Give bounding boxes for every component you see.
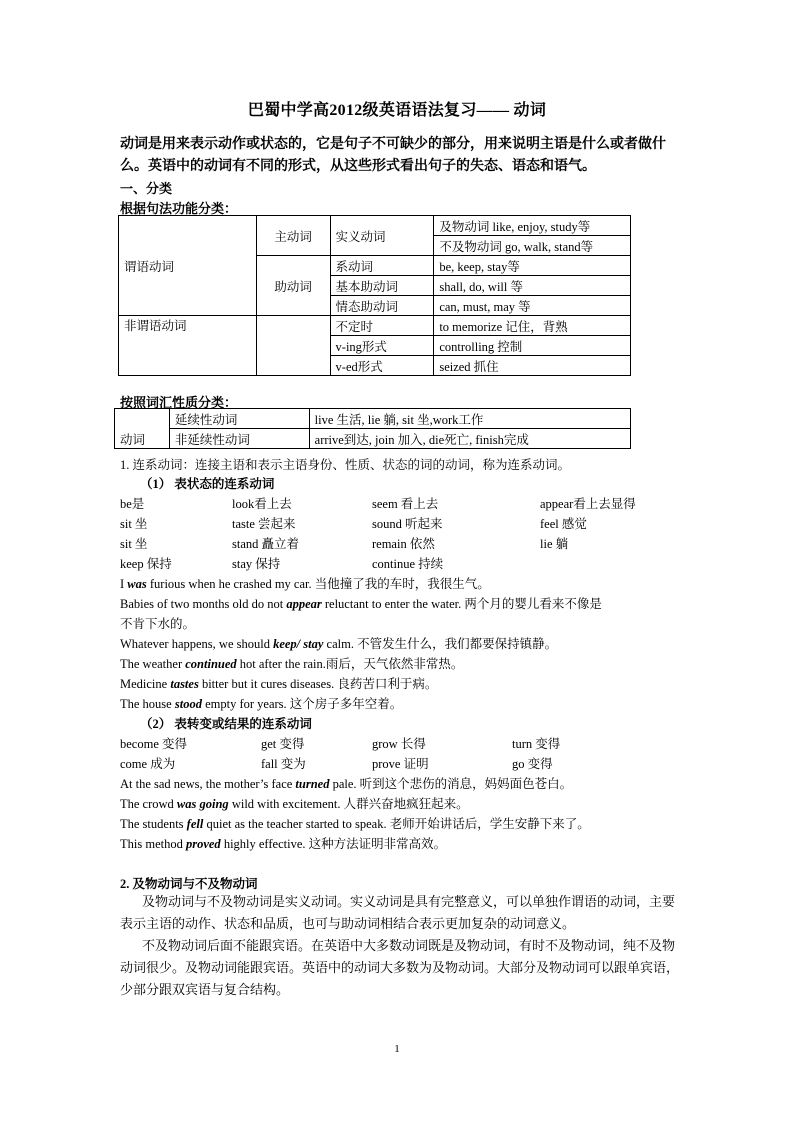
verb-word: get 变得 (261, 737, 305, 751)
example-text: This method (120, 837, 186, 851)
example-sentence (120, 634, 557, 652)
example-text: The house (120, 697, 175, 711)
lexical-nature-table (114, 408, 631, 449)
example-text: Whatever happens, we should (120, 637, 274, 651)
verb-word: continue 持续 (372, 557, 444, 571)
example-text: pale. 听到这个悲伤的消息，妈妈面色苍白。 (329, 777, 573, 791)
cell-modal: 情态助动词 (330, 296, 434, 316)
example-sentence (120, 654, 463, 672)
verb-word: keep 保持 (120, 557, 172, 571)
example-text: empty for years. 这个房子多年空着。 (201, 697, 403, 711)
example-sentence (120, 614, 195, 632)
cell-notional-verb: 实义动词 (330, 216, 434, 256)
cell-ving: v-ing形式 (330, 336, 434, 356)
cell-durative-ex: live 生活, lie 躺, sit 坐,work工作 (309, 409, 630, 429)
cell-intransitive: 不及物动词 go, walk, stand等 (434, 236, 631, 256)
highlighted-verb: was going (176, 797, 229, 811)
cell-auxiliary: 助动词 (256, 256, 330, 316)
highlighted-verb: continued (185, 657, 237, 671)
cell-linking: 系动词 (330, 256, 434, 276)
syntax-function-table (118, 215, 631, 376)
verb-word: fall 变为 (261, 757, 306, 771)
verb-word: prove 证明 (372, 757, 429, 771)
verb-word: remain 依然 (372, 537, 435, 551)
cell-basic-aux-ex: shall, do, will 等 (434, 276, 631, 296)
cell-verb: 动词 (115, 409, 170, 449)
verb-word: turn 变得 (512, 737, 561, 751)
verb-word: taste 尝起来 (232, 517, 296, 531)
cell-linking-ex: be, keep, stay等 (434, 256, 631, 276)
verb-word: become 变得 (120, 737, 187, 751)
example-sentence (120, 814, 590, 832)
cell-durative: 延续性动词 (169, 409, 309, 429)
cell-infinitive: 不定时 (330, 316, 434, 336)
cell-ving-ex: controlling 控制 (434, 336, 631, 356)
verb-word: feel 感觉 (540, 517, 587, 531)
example-text: reluctant to enter the water. 两个月的婴儿看来不像是 (321, 597, 602, 611)
example-sentence (120, 774, 572, 792)
cell-nonpredicate: 非谓语动词 (119, 316, 257, 376)
example-text: The students (120, 817, 187, 831)
section-heading: 一、分类 (120, 181, 173, 196)
verb-word: sit 坐 (120, 517, 148, 531)
verb-word: appear看上去显得 (540, 497, 636, 511)
verb-word: stay 保持 (232, 557, 281, 571)
cell-infinitive-ex: to memorize 记住，背熟 (434, 316, 631, 336)
example-sentence (120, 574, 490, 592)
cell-empty (256, 316, 330, 376)
verb-word: sit 坐 (120, 537, 148, 551)
point-linking-verbs: 1. 连系动词：连接主语和表示主语身份、性质、状态的词的动词，称为连系动词。 (120, 458, 571, 472)
paragraph-notional: 及物动词与不及物动词是实义动词。实义动词是具有完整意义，可以单独作谓语的动词，主要表示主语的动作、状态和品质，也可与助动词相结合表示更加复杂的动词意义。 (120, 894, 676, 931)
verb-word: stand 矗立着 (232, 537, 300, 551)
verb-word: go 变得 (512, 757, 553, 771)
paragraph-intransitive: 不及物动词后面不能跟宾语。在英语中大多数动词既是及物动词，有时不及物动词，纯不及物动词很少。及物动词能跟宾语。英语中的动词大多数为及物动词。大部分及物动词可以跟单宾语，少部分跟双宾语与复合结构。 (120, 938, 680, 997)
verb-word: come 成为 (120, 757, 176, 771)
cell-ved: v-ed形式 (330, 356, 434, 376)
cell-nondurative-ex: arrive到达, join 加入, die死亡, finish完成 (309, 429, 630, 449)
intro-paragraph: 动词是用来表示动作或状态的，它是句子不可缺少的部分，用来说明主语是什么或者做什么。英语中的动词有不同的形式，从这些形式看出句子的失态、语态和语气。 (120, 137, 666, 174)
highlighted-verb: proved (185, 837, 221, 851)
highlighted-verb: keep/ stay (273, 637, 324, 651)
example-text: quiet as the teacher started to speak. 老师开始讲话后，学生安静下来了。 (203, 817, 590, 831)
verb-word: grow 长得 (372, 737, 426, 751)
example-text: I (120, 577, 128, 591)
example-text: wild with excitement. 人群兴奋地疯狂起来。 (228, 797, 469, 811)
example-sentence (120, 674, 437, 692)
example-text: 不肯下水的。 (120, 617, 196, 631)
verb-word: sound 听起来 (372, 517, 443, 531)
example-text: The crowd (120, 797, 177, 811)
highlighted-verb: was (127, 577, 147, 591)
example-text: At the sad news, the mother’s face (120, 777, 296, 791)
point-transitive: 2. 及物动词与不及物动词 (120, 877, 258, 891)
table1-caption: 根据句法功能分类： (120, 201, 238, 216)
cell-modal-ex: can, must, may 等 (434, 296, 631, 316)
cell-transitive: 及物动词 like, enjoy, study等 (434, 216, 631, 236)
verb-word: be是 (120, 497, 145, 511)
example-text: hot after the rain.雨后，天气依然非常热。 (236, 657, 464, 671)
highlighted-verb: turned (295, 777, 330, 791)
verb-word: look看上去 (232, 497, 292, 511)
verb-word: seem 看上去 (372, 497, 439, 511)
example-sentence (120, 594, 602, 612)
example-text: Medicine (120, 677, 171, 691)
example-text: highly effective. 这种方法证明非常高效。 (220, 837, 447, 851)
example-sentence (120, 694, 402, 712)
cell-basic-aux: 基本助动词 (330, 276, 434, 296)
highlighted-verb: stood (174, 697, 202, 711)
cell-main-verb: 主动词 (256, 216, 330, 256)
table2-caption: 按照词汇性质分类： (120, 395, 238, 410)
example-sentence (120, 794, 469, 812)
example-sentence (120, 834, 446, 852)
cell-nondurative: 非延续性动词 (169, 429, 309, 449)
example-text: furious when he crashed my car. 当他撞了我的车时，我很生气。 (146, 577, 490, 591)
example-text: bitter but it cures diseases. 良药苦口利于病。 (198, 677, 438, 691)
highlighted-verb: tastes (170, 677, 199, 691)
page-number: 1 (394, 1043, 400, 1055)
cell-predicate-verb: 谓语动词 (119, 216, 257, 316)
sub-heading-change: （2） 表转变或结果的连系动词 (140, 717, 312, 731)
example-text: Babies of two months old do not (120, 597, 287, 611)
example-text: The weather (120, 657, 186, 671)
page-title: 巴蜀中学高2012级英语语法复习—— 动词 (247, 102, 547, 119)
sub-heading-state: （1） 表状态的连系动词 (140, 477, 275, 491)
highlighted-verb: appear (286, 597, 322, 611)
cell-ved-ex: seized 抓住 (434, 356, 631, 376)
highlighted-verb: fell (186, 817, 204, 831)
verb-word: lie 躺 (540, 537, 569, 551)
example-text: calm. 不管发生什么，我们都要保持镇静。 (323, 637, 558, 651)
